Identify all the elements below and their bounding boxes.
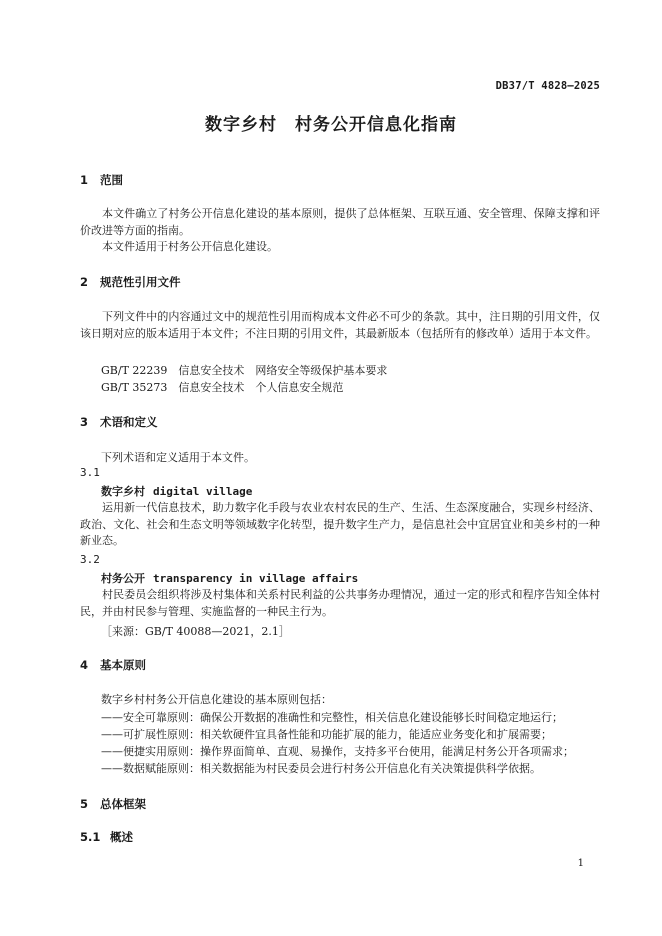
subsection-title: 概述 [110,830,133,844]
term-number: 3.1 [80,466,100,479]
section-title: 总体框架 [100,797,146,811]
term-definition: 运用新一代信息技术，助力数字化手段与农业农村农民的生产、生活、生态深度融合，实现乡村经济、政治、文化、社会和生态文明等领域数字化转型，提升数字生产力，是信息社会中宜居宜业和美乡村的一种新业态。 [80,501,600,547]
term-title [101,483,252,499]
term-en: transparency in village affairs [153,572,359,585]
section-number: 5 [80,797,89,811]
paragraph: 本文件确立了村务公开信息化建设的基本原则，提供了总体框架、互联互通、安全管理、保障支撑和评价改进等方面的指南。 [80,207,600,237]
paragraph: 本文件适用于村务公开信息化建设。 [102,240,278,253]
term-zh: 村务公开 [101,572,145,585]
term-en: digital village [153,485,253,498]
term-source: ［来源：GB/T 40088—2021，2.1］ [101,625,290,638]
section-title: 基本原则 [100,658,146,672]
principle-item: ——安全可靠原则：确保公开数据的准确性和完整性，相关信息化建设能够长时间稳定地运行； [101,711,563,724]
paragraph: 下列术语和定义适用于本文件。 [101,451,255,464]
section-number: 3 [80,415,89,429]
term-title [101,570,358,586]
section-5-heading [80,796,146,812]
section-number: 4 [80,658,89,672]
section-3-heading [80,414,158,430]
section-title: 范围 [100,173,123,187]
section-number: 1 [80,173,89,187]
standard-code: DB37/T 4828—2025 [495,80,600,92]
term-zh: 数字乡村 [101,485,145,498]
section-title: 规范性引用文件 [100,275,181,289]
subsection-5-1-heading [80,829,133,845]
section-number: 2 [80,275,89,289]
reference-item: GB/T 22239 信息安全技术 网络安全等级保护基本要求 [101,364,388,377]
section-2-heading [80,274,181,290]
section-4-heading [80,657,146,673]
paragraph: 下列文件中的内容通过文中的规范性引用而构成本文件必不可少的条款。其中，注日期的引用文件，仅该日期对应的版本适用于本文件；不注日期的引用文件，其最新版本（包括所有的修改单）适用于本文件。 [80,310,600,340]
document-title: 数字乡村 村务公开信息化指南 [205,115,457,135]
reference-item: GB/T 35273 信息安全技术 个人信息安全规范 [101,381,344,394]
term-definition: 村民委员会组织将涉及村集体和关系村民利益的公共事务办理情况，通过一定的形式和程序告知全体村民，并由村民参与管理、实施监督的一种民主行为。 [80,588,600,618]
page-number: 1 [577,858,584,869]
section-title: 术语和定义 [100,415,158,429]
paragraph: 数字乡村村务公开信息化建设的基本原则包括： [101,693,332,706]
term-number: 3.2 [80,553,100,566]
principle-item: ——便捷实用原则：操作界面简单、直观、易操作，支持多平台使用，能满足村务公开各项需求； [101,745,574,758]
principle-item: ——数据赋能原则：相关数据能为村民委员会进行村务公开信息化有关决策提供科学依据。 [101,762,541,775]
section-1-heading [80,172,123,188]
principle-item: ——可扩展性原则：相关软硬件宜具备性能和功能扩展的能力，能适应业务变化和扩展需要； [101,728,552,741]
subsection-number: 5.1 [80,830,101,844]
